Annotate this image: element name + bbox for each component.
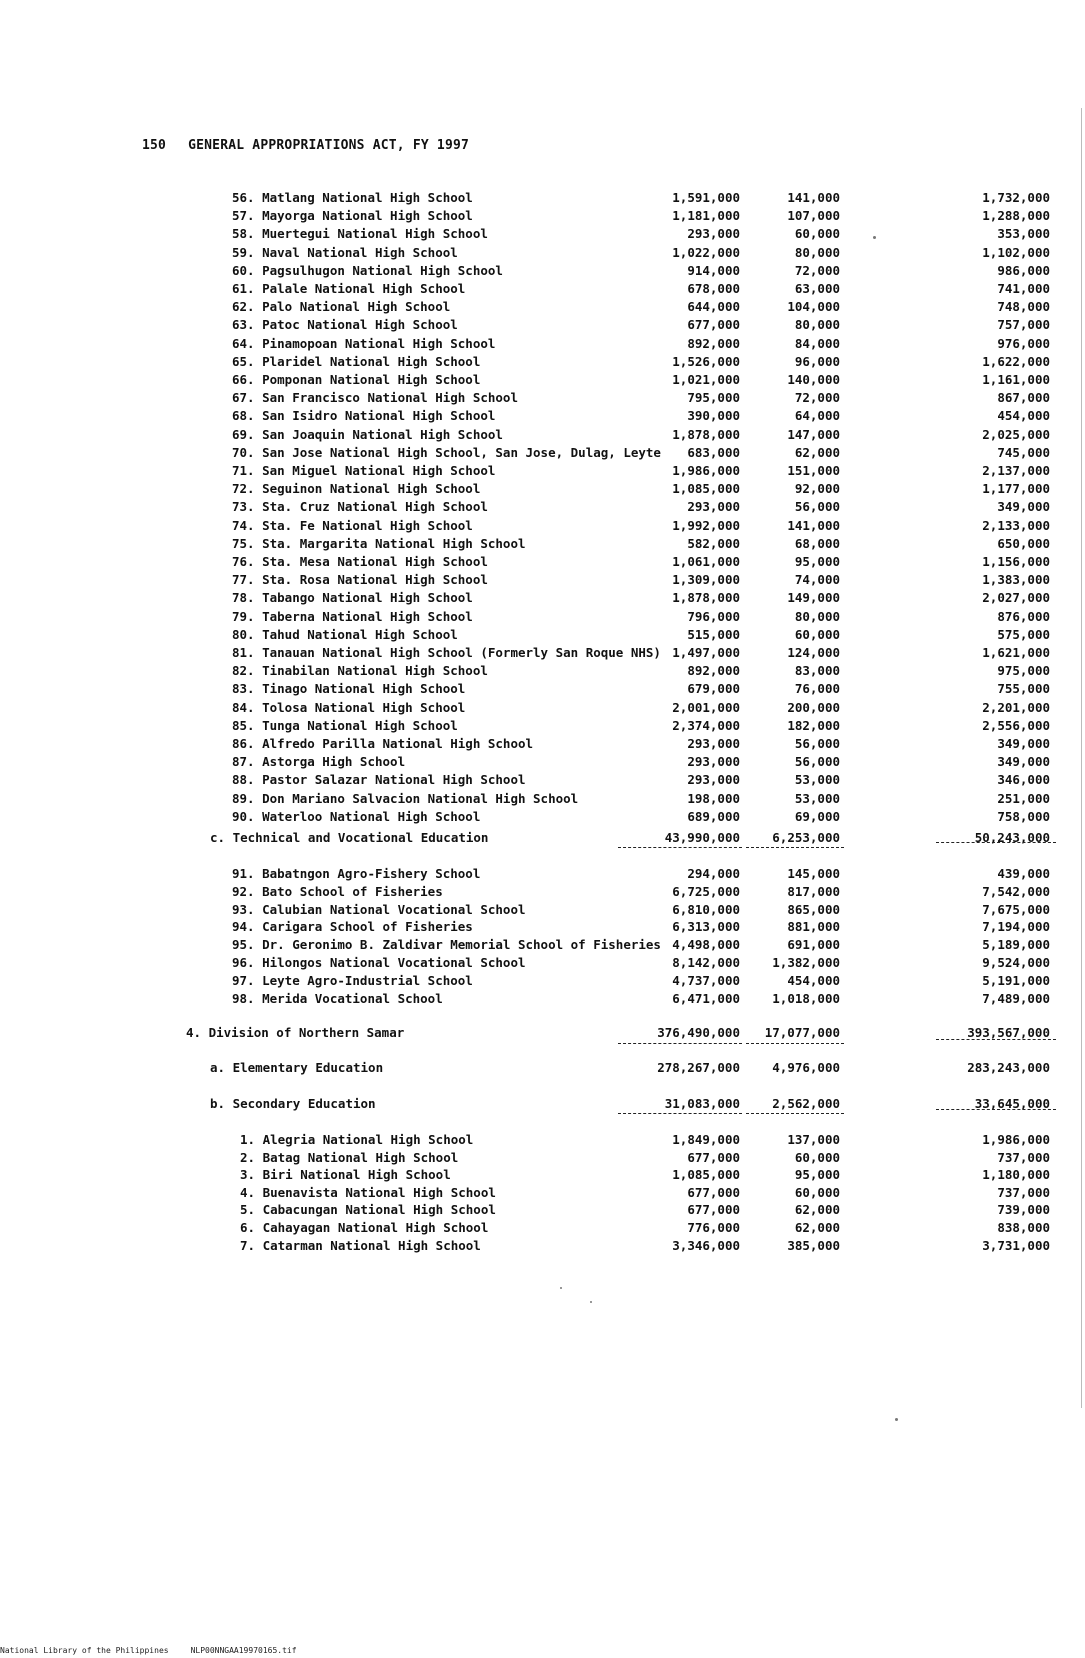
row-label: 5. Cabacungan National High School [240,1202,496,1218]
table-row [0,1185,1085,1204]
subtotal-rule [936,842,1056,843]
amount-col-2: 56,000 [794,754,840,770]
amount-col-1: 2,374,000 [672,717,740,733]
table-row [0,190,1085,209]
row-label: 96. Hilongos National Vocational School [232,955,526,970]
amount-col-2: 145,000 [787,866,840,881]
amount-total: 50,243,000 [974,830,1050,845]
amount-col-2: 151,000 [787,463,840,478]
table-row [0,991,1085,1010]
amount-total: 3,731,000 [982,1237,1050,1253]
row-label: 82. Tinabilan National High School [232,663,488,679]
amount-col-1: 4,737,000 [672,972,740,988]
amount-col-1: 1,878,000 [672,426,740,442]
amount-total: 2,025,000 [982,426,1050,442]
amount-col-2: 1,382,000 [772,955,840,970]
row-label: 2. Batag National High School [240,1149,459,1165]
amount-total: 1,383,000 [982,572,1050,588]
table-row [0,518,1085,537]
row-label: 65. Plaridel National High School [232,353,481,369]
row-label: 80. Tahud National High School [232,626,458,642]
row-label: 68. San Isidro National High School [232,408,496,424]
table-row [0,336,1085,355]
row-label: 63. Patoc National High School [232,317,458,333]
amount-col-1: 1,497,000 [672,645,740,660]
subtotal-rule [936,1039,1056,1040]
amount-col-2: 140,000 [787,372,840,387]
amount-col-2: 63,000 [794,281,840,296]
row-label: 76. Sta. Mesa National High School [232,554,488,569]
table-row [0,736,1085,755]
table-row [0,902,1085,921]
amount-col-1: 1,085,000 [672,481,740,497]
amount-col-1: 1,181,000 [672,208,740,224]
table-row [0,1238,1085,1257]
amount-col-2: 56,000 [794,499,840,515]
table-row [0,754,1085,773]
amount-col-2: 149,000 [787,590,840,606]
amount-col-2: 691,000 [787,937,840,953]
table-row [0,1150,1085,1169]
amount-col-2: 53,000 [794,772,840,788]
table-row [0,884,1085,903]
scan-speck [895,1418,898,1421]
subtotal-rule [746,847,844,848]
row-label: 84. Tolosa National High School [232,699,466,715]
subtotal-rule [746,1043,844,1044]
amount-col-1: 677,000 [687,1184,740,1200]
amount-total: 2,556,000 [982,717,1050,733]
amount-col-2: 1,018,000 [772,990,840,1006]
amount-col-2: 62,000 [794,1220,840,1235]
row-label: a. Elementary Education [210,1060,384,1075]
row-label: 4. Division of Northern Samar [186,1025,405,1040]
amount-col-1: 293,000 [687,772,740,788]
table-row [0,645,1085,664]
row-label: 59. Naval National High School [232,244,458,260]
table-row [0,791,1085,810]
table-row [0,372,1085,391]
row-label: 69. San Joaquin National High School [232,426,503,442]
table-row [0,499,1085,518]
amount-total: 1,161,000 [982,372,1050,387]
table-row [0,973,1085,992]
amount-total: 1,177,000 [982,481,1050,497]
amount-col-1: 1,591,000 [672,190,740,205]
amount-total: 349,000 [997,499,1050,515]
table-row [0,1220,1085,1239]
table-row [0,408,1085,427]
row-label: 88. Pastor Salazar National High School [232,772,526,788]
amount-col-2: 147,000 [787,426,840,442]
amount-col-2: 72,000 [794,262,840,278]
amount-col-2: 182,000 [787,717,840,733]
scan-footer [0,1646,319,1655]
amount-col-1: 677,000 [687,1149,740,1165]
table-row [0,590,1085,609]
table-row [0,554,1085,573]
row-label: 6. Cahayagan National High School [240,1220,489,1235]
row-label: 97. Leyte Agro-Industrial School [232,972,473,988]
table-row [0,866,1085,885]
amount-col-2: 80,000 [794,608,840,624]
amount-total: 251,000 [997,790,1050,806]
amount-total: 2,133,000 [982,517,1050,533]
table-row [0,627,1085,646]
row-label: 66. Pomponan National High School [232,372,481,387]
row-label: 58. Muertegui National High School [232,226,488,242]
amount-col-2: 56,000 [794,736,840,751]
amount-col-2: 817,000 [787,883,840,899]
amount-col-1: 1,022,000 [672,244,740,260]
amount-col-1: 1,992,000 [672,517,740,533]
amount-total: 876,000 [997,608,1050,624]
row-label: 4. Buenavista National High School [240,1184,496,1200]
amount-col-2: 96,000 [794,353,840,369]
table-row [0,354,1085,373]
row-label: 56. Matlang National High School [232,190,473,205]
amount-total: 9,524,000 [982,955,1050,970]
amount-col-2: 72,000 [794,390,840,406]
amount-col-2: 60,000 [794,1184,840,1200]
subtotal-rule [618,1043,742,1044]
row-label: 75. Sta. Margarita National High School [232,535,526,551]
row-label: 62. Palo National High School [232,299,451,315]
row-label: 93. Calubian National Vocational School [232,901,526,917]
table-row [0,955,1085,974]
amount-col-1: 390,000 [687,408,740,424]
amount-col-2: 62,000 [794,444,840,460]
amount-total: 1,986,000 [982,1132,1050,1147]
amount-col-2: 104,000 [787,299,840,315]
amount-total: 2,137,000 [982,463,1050,478]
amount-col-1: 776,000 [687,1220,740,1235]
amount-col-2: 124,000 [787,645,840,660]
amount-total: 2,201,000 [982,699,1050,715]
division-row [0,1025,1085,1044]
amount-col-2: 17,077,000 [764,1025,840,1040]
amount-total: 737,000 [997,1149,1050,1165]
amount-total: 7,489,000 [982,990,1050,1006]
amount-col-1: 6,471,000 [672,990,740,1006]
row-label: 60. Pagsulhugon National High School [232,262,503,278]
table-row [0,463,1085,482]
amount-col-2: 200,000 [787,699,840,715]
amount-total: 1,288,000 [982,208,1050,224]
amount-total: 439,000 [997,866,1050,881]
amount-total: 755,000 [997,681,1050,697]
row-label: 7. Catarman National High School [240,1237,481,1253]
amount-col-1: 795,000 [687,390,740,406]
amount-total: 986,000 [997,262,1050,278]
amount-col-1: 892,000 [687,663,740,679]
amount-col-1: 677,000 [687,1202,740,1218]
amount-col-2: 76,000 [794,681,840,697]
table-row [0,317,1085,336]
amount-col-1: 1,526,000 [672,353,740,369]
table-row [0,1167,1085,1186]
amount-col-2: 62,000 [794,1202,840,1218]
amount-total: 393,567,000 [967,1025,1050,1040]
amount-col-2: 60,000 [794,226,840,242]
row-label: 98. Merida Vocational School [232,990,443,1006]
row-label: 89. Don Mariano Salvacion National High School [232,790,579,806]
table-row [0,681,1085,700]
table-row [0,445,1085,464]
amount-col-1: 6,725,000 [672,883,740,899]
amount-col-2: 137,000 [787,1132,840,1147]
table-row [0,937,1085,956]
page-number: 150 [142,138,167,153]
amount-col-2: 80,000 [794,244,840,260]
amount-col-2: 454,000 [787,972,840,988]
amount-col-1: 1,849,000 [672,1132,740,1147]
amount-col-1: 43,990,000 [664,830,740,845]
amount-col-1: 4,498,000 [672,937,740,953]
amount-total: 867,000 [997,390,1050,406]
table-row [0,226,1085,245]
subtotal-rule [618,1113,742,1114]
amount-col-2: 95,000 [794,554,840,569]
amount-col-1: 1,021,000 [672,372,740,387]
amount-col-1: 582,000 [687,535,740,551]
table-row [0,390,1085,409]
table-row [0,299,1085,318]
row-label: 87. Astorga High School [232,754,406,770]
amount-col-2: 74,000 [794,572,840,588]
amount-col-2: 6,253,000 [772,830,840,845]
amount-total: 975,000 [997,663,1050,679]
table-row [0,263,1085,282]
footer-file: NLP00NNGAA19970165.tif [190,1646,297,1655]
table-row [0,809,1085,828]
amount-total: 741,000 [997,281,1050,296]
subtotal-rule [618,847,742,848]
section-row [0,830,1085,849]
amount-col-1: 294,000 [687,866,740,881]
row-label: 78. Tabango National High School [232,590,473,606]
table-row [0,919,1085,938]
amount-col-1: 683,000 [687,444,740,460]
amount-total: 1,102,000 [982,244,1050,260]
amount-col-1: 198,000 [687,790,740,806]
amount-total: 283,243,000 [967,1060,1050,1075]
table-row [0,281,1085,300]
amount-total: 1,156,000 [982,554,1050,569]
amount-col-1: 679,000 [687,681,740,697]
amount-total: 7,675,000 [982,901,1050,917]
row-label: 3. Biri National High School [240,1167,451,1183]
amount-col-1: 689,000 [687,808,740,824]
table-row [0,481,1085,500]
amount-col-2: 83,000 [794,663,840,679]
table-row [0,700,1085,719]
amount-total: 745,000 [997,444,1050,460]
amount-total: 1,622,000 [982,353,1050,369]
row-label: 79. Taberna National High School [232,608,473,624]
amount-total: 838,000 [997,1220,1050,1235]
table-row [0,718,1085,737]
amount-col-1: 293,000 [687,754,740,770]
row-label: 81. Tanauan National High School (Formerly San Roque NHS) [232,645,661,660]
amount-col-1: 1,085,000 [672,1167,740,1183]
amount-col-1: 376,490,000 [657,1025,740,1040]
row-label: 61. Palale National High School [232,281,466,296]
amount-col-2: 92,000 [794,481,840,497]
section-row [0,1060,1085,1079]
amount-col-2: 80,000 [794,317,840,333]
amount-col-1: 1,309,000 [672,572,740,588]
row-label: 77. Sta. Rosa National High School [232,572,488,588]
row-label: 83. Tinago National High School [232,681,466,697]
amount-total: 737,000 [997,1184,1050,1200]
amount-total: 7,542,000 [982,883,1050,899]
amount-col-2: 64,000 [794,408,840,424]
row-label: 57. Mayorga National High School [232,208,473,224]
amount-col-2: 4,976,000 [772,1060,840,1075]
row-label: 94. Carigara School of Fisheries [232,919,473,935]
amount-total: 758,000 [997,808,1050,824]
row-label: 71. San Miguel National High School [232,463,496,478]
table-row [0,1132,1085,1151]
table-row [0,245,1085,264]
scan-speck [873,236,876,239]
amount-total: 650,000 [997,535,1050,551]
amount-col-1: 2,001,000 [672,699,740,715]
section-row [0,1096,1085,1115]
amount-col-1: 293,000 [687,226,740,242]
amount-total: 349,000 [997,736,1050,751]
table-row [0,427,1085,446]
row-label: 85. Tunga National High School [232,717,458,733]
amount-total: 5,191,000 [982,972,1050,988]
amount-total: 976,000 [997,335,1050,351]
amount-col-1: 515,000 [687,626,740,642]
amount-col-1: 8,142,000 [672,955,740,970]
amount-col-2: 69,000 [794,808,840,824]
amount-col-2: 53,000 [794,790,840,806]
amount-total: 33,645,000 [974,1096,1050,1111]
row-label: 91. Babatngon Agro-Fishery School [232,866,481,881]
amount-total: 5,189,000 [982,937,1050,953]
amount-col-1: 1,878,000 [672,590,740,606]
row-label: 90. Waterloo National High School [232,808,481,824]
amount-total: 349,000 [997,754,1050,770]
amount-total: 1,732,000 [982,190,1050,205]
amount-col-1: 796,000 [687,608,740,624]
amount-col-1: 6,313,000 [672,919,740,935]
row-label: 67. San Francisco National High School [232,390,518,406]
amount-col-1: 293,000 [687,499,740,515]
amount-total: 1,180,000 [982,1167,1050,1183]
row-label: 64. Pinamopoan National High School [232,335,496,351]
table-row [0,1202,1085,1221]
amount-total: 757,000 [997,317,1050,333]
amount-total: 346,000 [997,772,1050,788]
amount-col-2: 107,000 [787,208,840,224]
amount-col-1: 6,810,000 [672,901,740,917]
amount-total: 748,000 [997,299,1050,315]
page-title: GENERAL APPROPRIATIONS ACT, FY 1997 [188,138,470,153]
amount-col-1: 293,000 [687,736,740,751]
row-label: b. Secondary Education [210,1096,376,1111]
amount-col-2: 865,000 [787,901,840,917]
amount-col-1: 677,000 [687,317,740,333]
amount-col-1: 914,000 [687,262,740,278]
amount-total: 7,194,000 [982,919,1050,935]
amount-col-2: 68,000 [794,535,840,551]
table-row [0,772,1085,791]
table-row [0,572,1085,591]
amount-total: 353,000 [997,226,1050,242]
amount-col-1: 892,000 [687,335,740,351]
table-row [0,536,1085,555]
scan-speck [590,1301,592,1303]
amount-col-2: 2,562,000 [772,1096,840,1111]
row-label: 74. Sta. Fe National High School [232,517,473,533]
amount-total: 739,000 [997,1202,1050,1218]
amount-col-2: 141,000 [787,517,840,533]
amount-col-2: 60,000 [794,1149,840,1165]
amount-col-1: 3,346,000 [672,1237,740,1253]
amount-total: 454,000 [997,408,1050,424]
table-row [0,663,1085,682]
amount-col-2: 385,000 [787,1237,840,1253]
row-label: c. Technical and Vocational Education [210,830,489,845]
amount-col-1: 678,000 [687,281,740,296]
scan-speck [560,1287,562,1289]
amount-total: 575,000 [997,626,1050,642]
amount-col-1: 1,986,000 [672,463,740,478]
amount-col-2: 141,000 [787,190,840,205]
amount-total: 2,027,000 [982,590,1050,606]
row-label: 70. San Jose National High School, San Jose, Dulag, Leyte [232,444,661,460]
amount-col-2: 95,000 [794,1167,840,1183]
amount-col-1: 278,267,000 [657,1060,740,1075]
amount-col-1: 31,083,000 [664,1096,740,1111]
row-label: 86. Alfredo Parilla National High School [232,736,534,751]
subtotal-rule [936,1109,1056,1110]
amount-col-2: 84,000 [794,335,840,351]
amount-col-2: 60,000 [794,626,840,642]
row-label: 1. Alegria National High School [240,1132,474,1147]
row-label: 73. Sta. Cruz National High School [232,499,488,515]
table-row [0,208,1085,227]
amount-total: 1,621,000 [982,645,1050,660]
amount-col-2: 881,000 [787,919,840,935]
row-label: 95. Dr. Geronimo B. Zaldivar Memorial School of Fisheries [232,937,661,953]
table-row [0,609,1085,628]
footer-library: National Library of the Philippines [0,1646,169,1655]
amount-col-1: 1,061,000 [672,554,740,569]
row-label: 72. Seguinon National High School [232,481,481,497]
amount-col-1: 644,000 [687,299,740,315]
subtotal-rule [746,1113,844,1114]
row-label: 92. Bato School of Fisheries [232,883,443,899]
